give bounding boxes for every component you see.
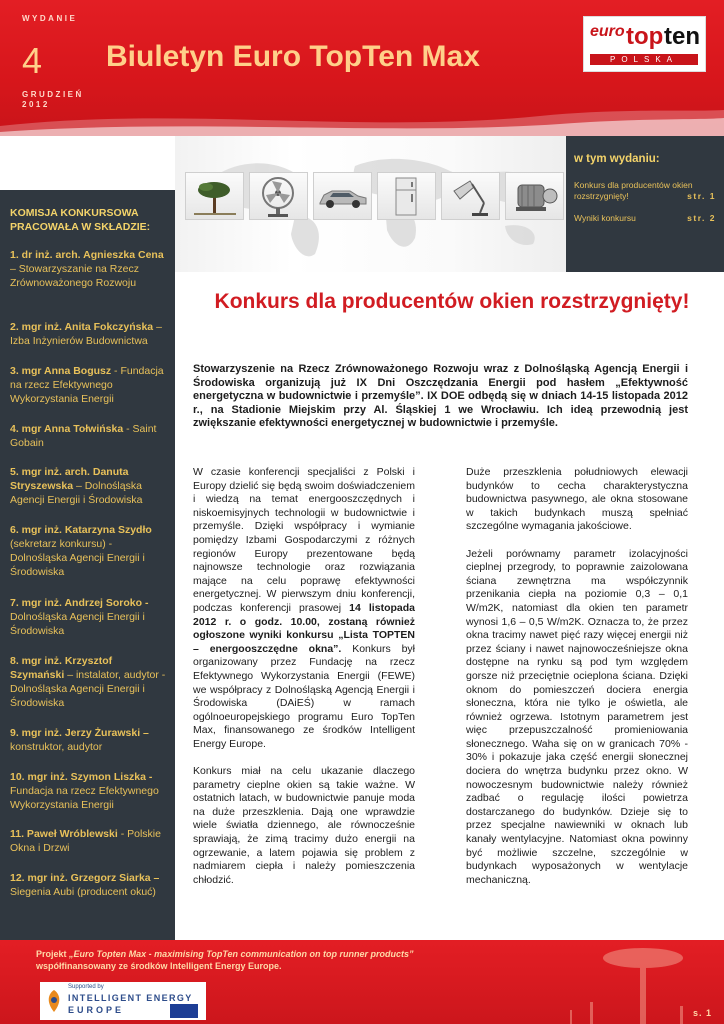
product-banner <box>175 136 566 272</box>
article-title: Konkurs dla producentów okien rozstrzygnięty! <box>214 290 690 313</box>
issue-label: WYDANIE <box>22 14 78 23</box>
euro-topten-logo <box>583 16 706 72</box>
paragraph-text: W czasie konferencji specjaliści z Polski i Europy dzielić się będą swoim doświadczeniem i wiedzą na temat energooszczędnych i niskoemisyjnych technologii w budownictwie i przemyśle. Dzięki współpracy i wymianie pomiędzy Izbami Gospodarczymi z różnych regionów Europy prezentowane będą najnowsze technologie oraz rozwiązania mające na celu poprawę efektywności energetycznej. W pierwszym dniu konferencji, podczas konferencji prasowej <box>193 466 415 614</box>
article-paragraph: Duże przeszklenia południowych elewacji budynków to cecha charakterystyczna budownictwa pasywnego, ale okna stosowane w takich budynkach muszą spełniać szczególne wymagania jakościowe. <box>466 466 688 533</box>
member-name: 9. mgr inż. Jerzy Żurawski – <box>10 727 149 739</box>
project-credit <box>36 948 414 972</box>
member-name: 8. mgr inż. Krzysztof Szymański <box>10 655 113 681</box>
committee-member <box>10 320 168 348</box>
iee-line-2: EUROPE <box>68 1005 125 1015</box>
logo-country: POLSKA <box>590 54 698 65</box>
member-role: Dolnośląska Agencji Energii i Środowiska <box>10 611 145 637</box>
member-name: 2. mgr inż. Anita Fokczyńska <box>10 321 154 333</box>
member-name: 12. mgr inż. Grzegorz Siarka – <box>10 872 160 884</box>
logo-ten: ten <box>664 23 700 50</box>
member-role: – Dolnośląska Agencji Energii i Środowiska <box>10 480 143 506</box>
member-name: 4. mgr Anna Tołwińska <box>10 423 124 435</box>
iee-supported-by: Supported by <box>68 984 104 990</box>
toc-item-label: Wyniki konkursu <box>574 213 636 223</box>
paragraph-bold-text: 14 listopada 2012 r. o godz. 10.00, zostaną również ogłoszone wyniki konkursu „Lista TOPTEN – energooszczędne okna”. <box>193 601 415 655</box>
fan-thumbnail <box>249 172 308 220</box>
member-role: Fundacja na rzecz Efektywnego Wykorzystania Energii <box>10 785 159 811</box>
committee-member <box>10 465 168 507</box>
member-role: konstruktor, audytor <box>10 741 103 753</box>
article-paragraph: Jeżeli porównamy parametr izolacyjności cieplnej przegrody, to poprawnie zaizolowana ściana zewnętrzna ma współczynnik przenikania ciepła na poziomie 0,3 – 0,1 W/m2K, natomiast dla okien ten parametr wynosi 1,6 – 0,5 W/m2K. Oznacza to, że przez okna tracimy nawet pięć razy więcej energii niż przez ściany i nawet najnowocześniejsze okna dostępne na rynku są pod tym względem gorsze niż przeciętnie ocieplona ściana. Dzięki oknom do pomieszczeń dociera energia słoneczna, która nie tylko je oświetla, ale również ogrzewa. Istotnym parametrem jest więc przepuszczalność promieniowania słonecznego. Waha się on w granicach 70% - 30% i pokazuje jaka część energii słonecznej dociera do wnętrza budynku przez okno. W nowoczesnym budownictwie należy również zadbać o regulację ilości powietrza dostarczanego do budynków. Dzieje się to przez specjalne nawiewniki w oknach lub kanały wentylacyjne. Natomiast okna powinny być możliwie szczelne, szczególnie w budynkach wyposażonych w wentylacje mechaniczną. <box>466 547 688 886</box>
member-name: 11. Paweł Wróblewski <box>10 828 118 840</box>
member-role: – Stowarzyszanie na Rzecz Zrównoważonego Rozwoju <box>10 263 139 289</box>
toc-item[interactable] <box>574 180 716 202</box>
member-role: - Polskie Okna i Drzwi <box>10 828 161 854</box>
energy-star-icon <box>44 988 64 1014</box>
toc-item-label: Konkurs dla producentów okien rozstrzygnięty! <box>574 180 693 201</box>
project-funding: współfinansowany ze środków Intelligent Energy Europe. <box>36 961 282 971</box>
table-of-contents <box>566 136 724 272</box>
member-name: 5. mgr inż. arch. Danuta Stryszewska <box>10 466 129 492</box>
member-role: – instalator, audytor - Dolnośląska Agencji Energii i Środowiska <box>10 669 166 709</box>
member-role: - Fundacja na rzecz Efektywnego Wykorzystania Energii <box>10 365 164 405</box>
fan-icon <box>250 173 307 219</box>
member-name: 10. mgr inż. Szymon Liszka - <box>10 771 153 783</box>
paragraph-text: Konkurs był organizowany przez Fundację na rzecz Efektywnego Wykorzystania Energii (FEWE) we współpracy z Dolnośląską Agencją Energii i Środowiska (DAiEŚ) w ramach ogólnoeuropejskiego programu Euro TopTen Max, finansowanego ze środków Intelligent Energy Europe. <box>193 642 415 750</box>
committee-sidebar <box>0 190 175 940</box>
project-prefix: Projekt <box>36 949 70 959</box>
member-name: 7. mgr inż. Andrzej Soroko - <box>10 597 149 609</box>
committee-member <box>10 364 168 406</box>
committee-heading: KOMISJA KONKURSOWA PRACOWAŁA W SKŁADZIE: <box>10 207 151 233</box>
lamp-thumbnail <box>441 172 500 220</box>
article-paragraph: Konkurs miał na celu ukazanie dlaczego parametry cieplne okien są takie ważne. W ostatnich latach, w budownictwie panuje moda na duże przeszklenia. Dają one wprawdzie wiele światła dziennego, ale równocześnie sprawiają, że zimą tracimy dużo energii na ogrzewanie, a latem pojawia się problem z nadmiarem ciepła i należy pomieszczenia chłodzić. <box>193 765 415 886</box>
footer <box>0 940 724 1024</box>
article-paragraph <box>193 466 415 751</box>
committee-member <box>10 422 168 450</box>
page-number: s. 1 <box>692 1008 712 1018</box>
car-thumbnail <box>313 172 372 220</box>
member-name: 6. mgr inż. Katarzyna Szydło <box>10 524 152 536</box>
committee-member <box>10 726 168 754</box>
member-role: - Saint Gobain <box>10 423 157 449</box>
fridge-icon <box>378 173 435 219</box>
header-banner <box>0 0 724 136</box>
motor-icon <box>506 173 563 219</box>
tree-icon <box>186 173 243 219</box>
fridge-thumbnail <box>377 172 436 220</box>
member-name: 3. mgr Anna Bogusz <box>10 365 112 377</box>
committee-member <box>10 248 168 290</box>
member-name: 1. dr inż. arch. Agnieszka Cena <box>10 249 164 261</box>
member-role: Siegenia Aubi (producent okuć) <box>10 886 156 898</box>
intelligent-energy-europe-logo <box>40 982 206 1020</box>
car-icon <box>314 173 371 219</box>
project-name: „Euro Topten Max - maximising TopTen communication on top runner products” <box>69 949 414 959</box>
member-role: – Izba Inżynierów Budownictwa <box>10 321 162 347</box>
toc-item-page: str. 1 <box>687 191 716 201</box>
eu-flag-icon <box>170 1004 198 1018</box>
committee-member <box>10 523 168 579</box>
lamp-icon <box>442 173 499 219</box>
issue-number: 4 <box>22 40 43 81</box>
logo-euro: euro <box>590 23 625 40</box>
committee-member <box>10 871 168 899</box>
article-lead: Stowarzyszenie na Rzecz Zrównoważonego Rozwoju wraz z Dolnośląską Agencją Energii i Środowiska organizują już IX Dni Oszczędzania Energii pod hasłem „Efektywność energetyczna w budownictwie i przemyśle”. IX DOE odbędą się w dniach 14-15 listopada 2012 r., na Stadionie Miejskim przy Al. Śląskiej 1 we Wrocławiu. Ich ideą przewodnią jest zwiększanie efektywności energetycznej w budownictwie i przemyśle. <box>193 363 688 429</box>
iee-line-1: INTELLIGENT ENERGY <box>68 993 193 1003</box>
issue-year: 2012 <box>22 100 50 109</box>
toc-heading: w tym wydaniu: <box>574 153 660 165</box>
motor-thumbnail <box>505 172 564 220</box>
toc-item-page: str. 2 <box>687 213 716 223</box>
tree-thumbnail <box>185 172 244 220</box>
member-role: (sekretarz konkursu) - Dolnośląska Agencji Energii i Środowiska <box>10 538 145 578</box>
committee-member <box>10 596 168 638</box>
toc-item[interactable] <box>574 213 716 224</box>
header-wave <box>0 96 724 136</box>
logo-top: top <box>626 23 664 50</box>
article-column-right <box>466 466 688 901</box>
issue-month: GRUDZIEŃ <box>22 90 84 99</box>
bulletin-title: Biuletyn Euro TopTen Max <box>106 40 480 73</box>
committee-member <box>10 827 168 855</box>
committee-member <box>10 654 168 710</box>
article-column-left <box>193 466 415 901</box>
committee-member <box>10 770 168 812</box>
issue-date <box>22 90 84 110</box>
